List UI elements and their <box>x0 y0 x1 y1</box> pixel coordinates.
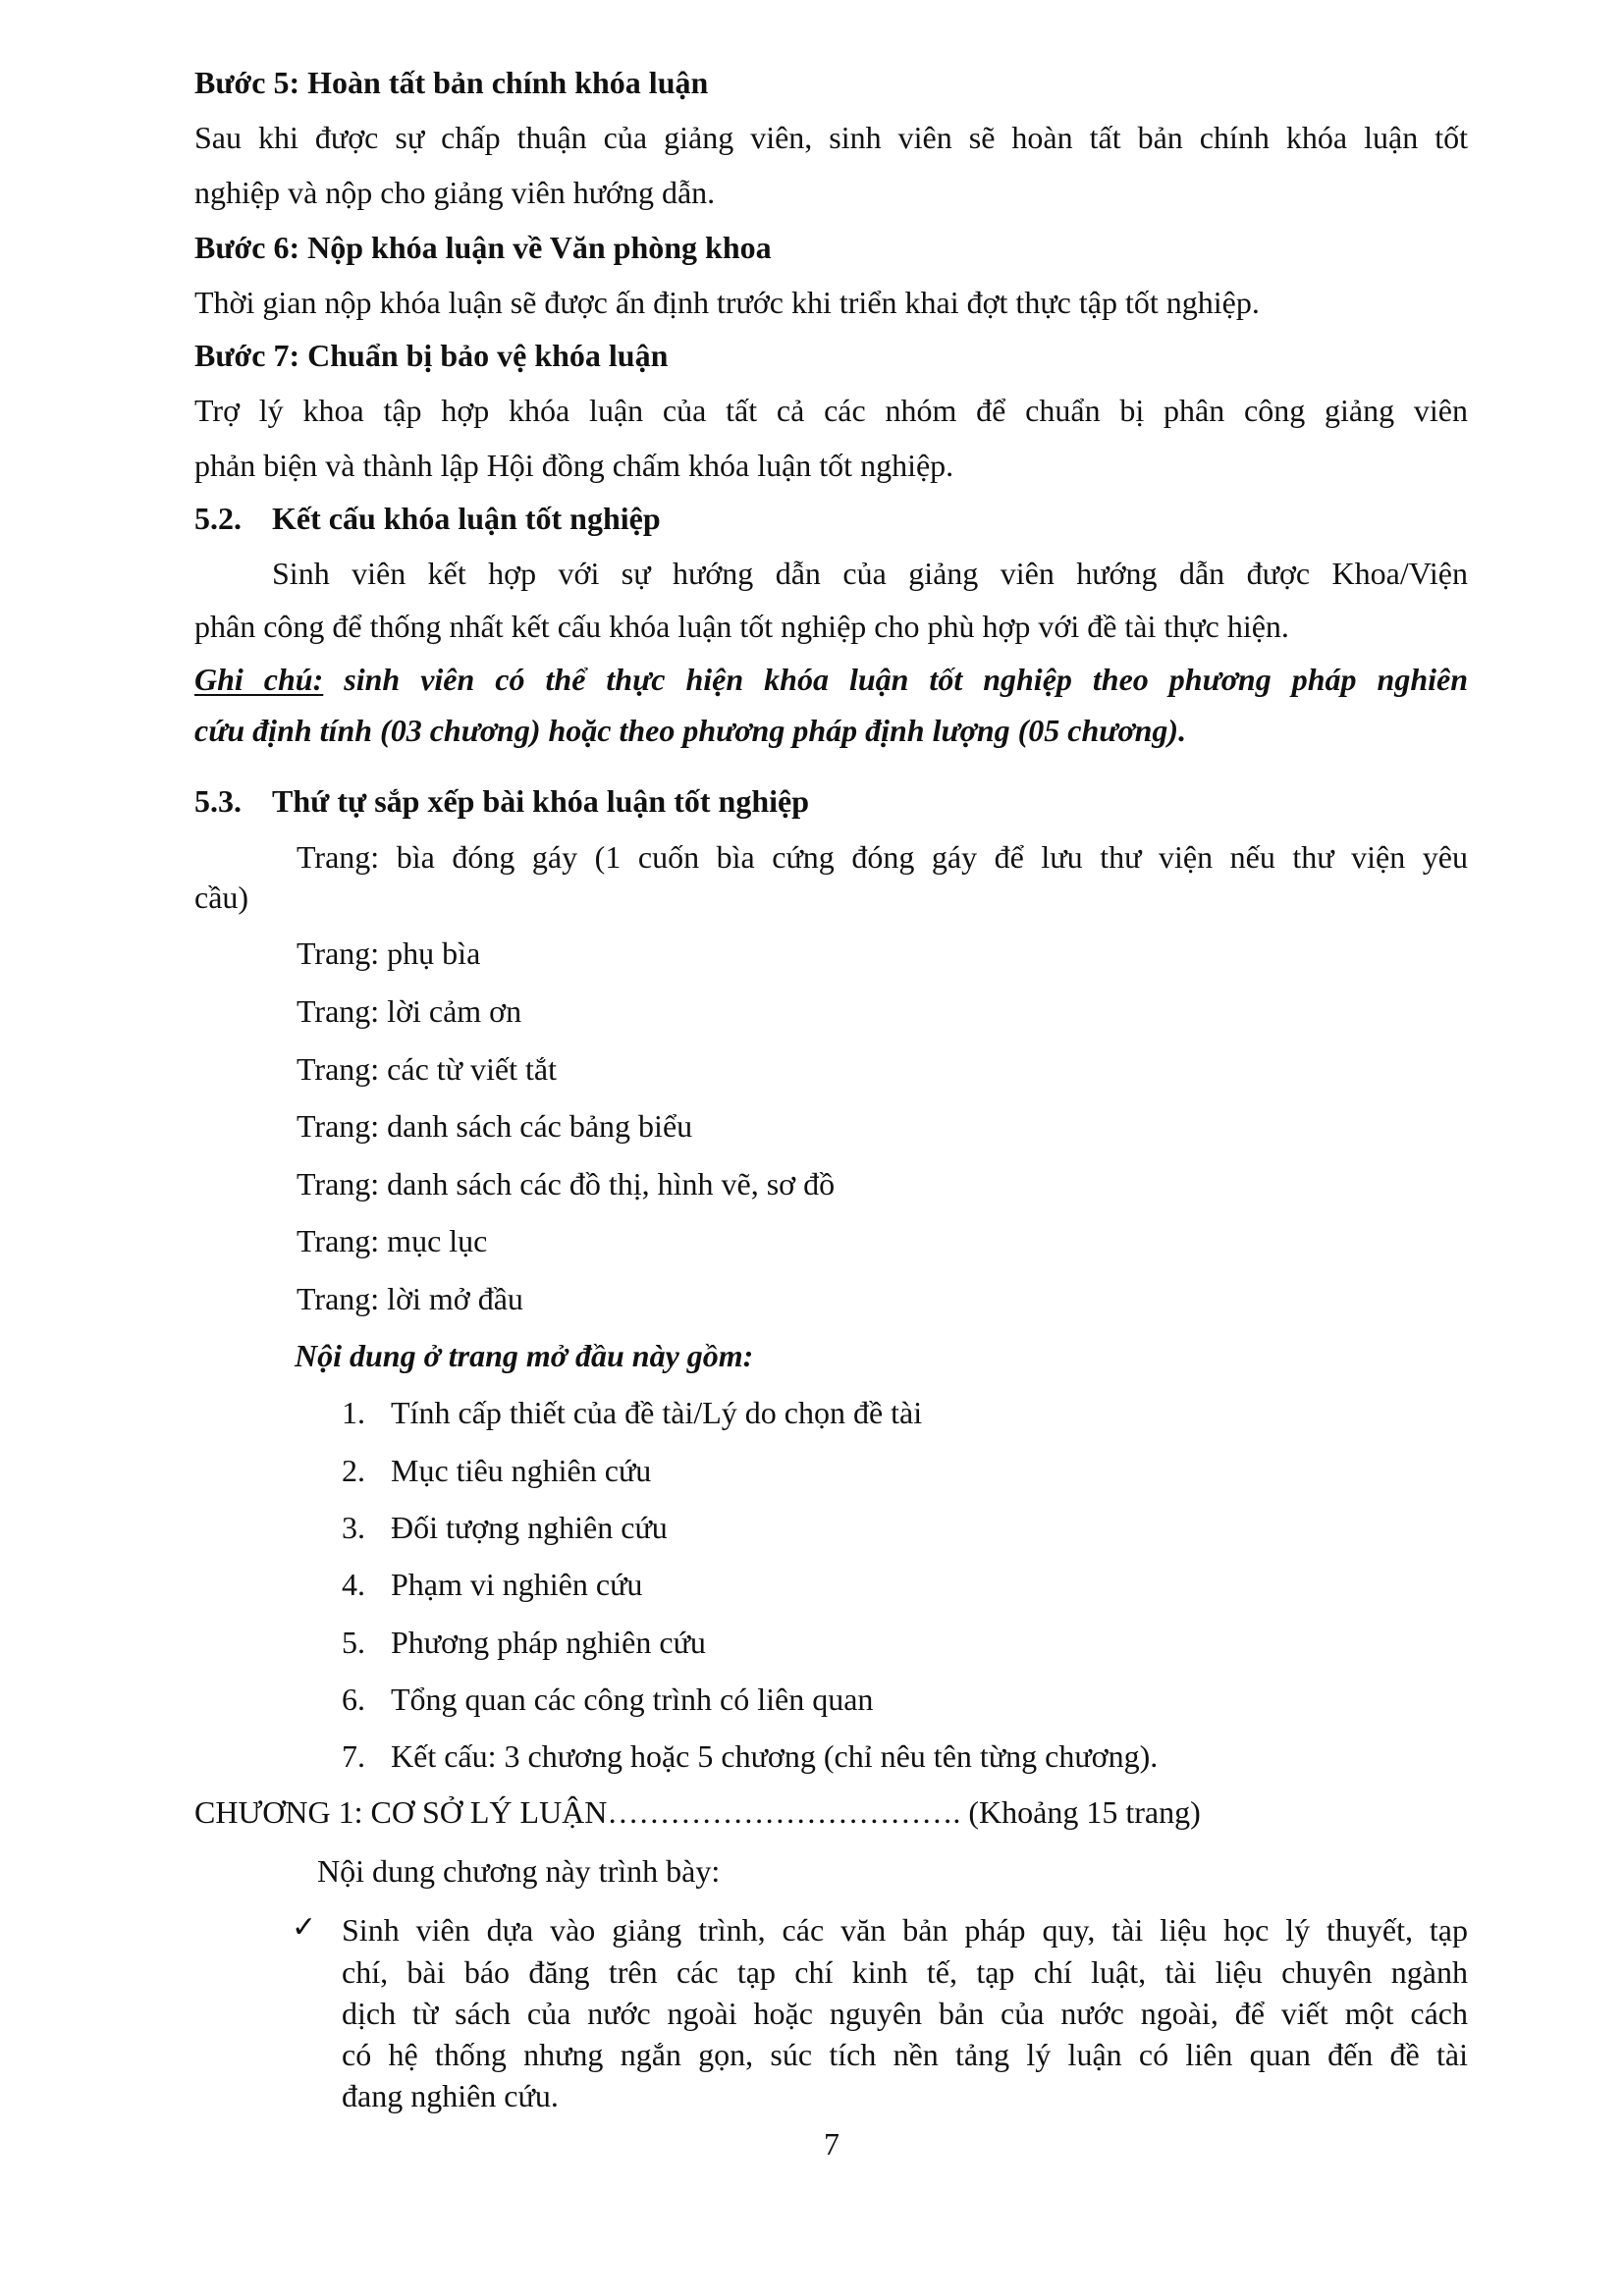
section52-note-line1 <box>194 660 1468 699</box>
page-item: Trang: lời cảm ơn <box>297 993 522 1029</box>
section52-body-line2: phân công để thống nhất kết cấu khóa luận tốt nghiệp cho phù hợp với đề tài thực hiện. <box>194 609 1289 644</box>
chapter1-bullet-line: dịch từ sách của nước ngoài hoặc nguyên bản của nước ngoài, để viết một cách <box>342 1996 1468 2031</box>
intro-item-number: 7. <box>342 1738 365 1774</box>
intro-item-number: 4. <box>342 1567 365 1602</box>
step5-heading: Bước 5: Hoàn tất bản chính khóa luận <box>194 65 709 100</box>
step7-heading: Bước 7: Chuẩn bị bảo vệ khóa luận <box>194 338 669 373</box>
section52-title: Kết cấu khóa luận tốt nghiệp <box>272 501 661 536</box>
intro-item-number: 3. <box>342 1510 365 1545</box>
intro-item-text: Tổng quan các công trình có liên quan <box>391 1682 874 1717</box>
page-item: Trang: danh sách các đồ thị, hình vẽ, sơ đồ <box>297 1166 836 1201</box>
chapter1-bullet-line: đang nghiên cứu. <box>342 2078 559 2113</box>
step6-heading: Bước 6: Nộp khóa luận về Văn phòng khoa <box>194 230 772 265</box>
step7-body-line1: Trợ lý khoa tập hợp khóa luận của tất cả các nhóm để chuẩn bị phân công giảng viên <box>194 393 1468 428</box>
cover-page-line1: Trang: bìa đóng gáy (1 cuốn bìa cứng đóng gáy để lưu thư viện nếu thư viện yêu <box>297 839 1468 875</box>
intro-item-number: 5. <box>342 1625 365 1660</box>
intro-item-text: Phương pháp nghiên cứu <box>391 1625 706 1660</box>
chapter1-bullet-line: Sinh viên dựa vào giảng trình, các văn bản pháp quy, tài liệu học lý thuyết, tạp <box>342 1912 1468 1948</box>
page-item: Trang: lời mở đầu <box>297 1281 523 1316</box>
check-mark-icon: ✓ <box>292 1911 317 1944</box>
intro-item-number: 1. <box>342 1395 365 1430</box>
section53-title: Thứ tự sắp xếp bài khóa luận tốt nghiệp <box>272 783 810 819</box>
page-item: Trang: phụ bìa <box>297 935 481 971</box>
intro-item-text: Mục tiêu nghiên cứu <box>391 1453 652 1488</box>
step5-body-line2: nghiệp và nộp cho giảng viên hướng dẫn. <box>194 175 716 210</box>
section52-body-line1: Sinh viên kết hợp với sự hướng dẫn của giảng viên hướng dẫn được Khoa/Viện <box>272 556 1468 591</box>
intro-item-text: Tính cấp thiết của đề tài/Lý do chọn đề tài <box>391 1395 923 1430</box>
chapter1-heading: CHƯƠNG 1: CƠ SỞ LÝ LUẬN……………………………. (Khoảng 15 trang) <box>194 1794 1201 1830</box>
intro-item-text: Phạm vi nghiên cứu <box>391 1567 643 1602</box>
page-item: Trang: mục lục <box>297 1223 488 1258</box>
section52-note-line2: cứu định tính (03 chương) hoặc theo phương pháp định lượng (05 chương). <box>194 713 1187 748</box>
note-label: Ghi chú: <box>194 662 324 697</box>
step5-body-line1: Sau khi được sự chấp thuận của giảng viên, sinh viên sẽ hoàn tất bản chính khóa luận tốt <box>194 120 1468 155</box>
section52-number: 5.2. <box>194 501 242 536</box>
chapter1-bullet-line: chí, bài báo đăng trên các tạp chí kinh tế, tạp chí luật, tài liệu chuyên ngành <box>342 1954 1468 1990</box>
intro-item-text: Đối tượng nghiên cứu <box>391 1510 668 1545</box>
page-item: Trang: danh sách các bảng biểu <box>297 1108 693 1144</box>
page-item: Trang: các từ viết tắt <box>297 1051 557 1087</box>
cover-page-line2: cầu) <box>194 880 249 915</box>
intro-item-text: Kết cấu: 3 chương hoặc 5 chương (chỉ nêu tên từng chương). <box>391 1738 1159 1774</box>
intro-heading: Nội dung ở trang mở đầu này gồm: <box>295 1338 754 1373</box>
chapter1-bullet-line: có hệ thống nhưng ngắn gọn, súc tích nền tảng lý luận có liên quan đến đề tài <box>342 2037 1468 2072</box>
chapter1-intro: Nội dung chương này trình bày: <box>317 1853 721 1889</box>
intro-item-number: 6. <box>342 1682 365 1717</box>
step7-body-line2: phản biện và thành lập Hội đồng chấm khóa luận tốt nghiệp. <box>194 448 954 483</box>
note-text: sinh viên có thể thực hiện khóa luận tốt nghiệp theo phương pháp nghiên <box>323 662 1469 697</box>
page-number: 7 <box>824 2126 839 2162</box>
section53-number: 5.3. <box>194 783 242 819</box>
intro-item-number: 2. <box>342 1453 365 1488</box>
step6-body-line1: Thời gian nộp khóa luận sẽ được ấn định trước khi triển khai đợt thực tập tốt nghiệp. <box>194 285 1260 320</box>
